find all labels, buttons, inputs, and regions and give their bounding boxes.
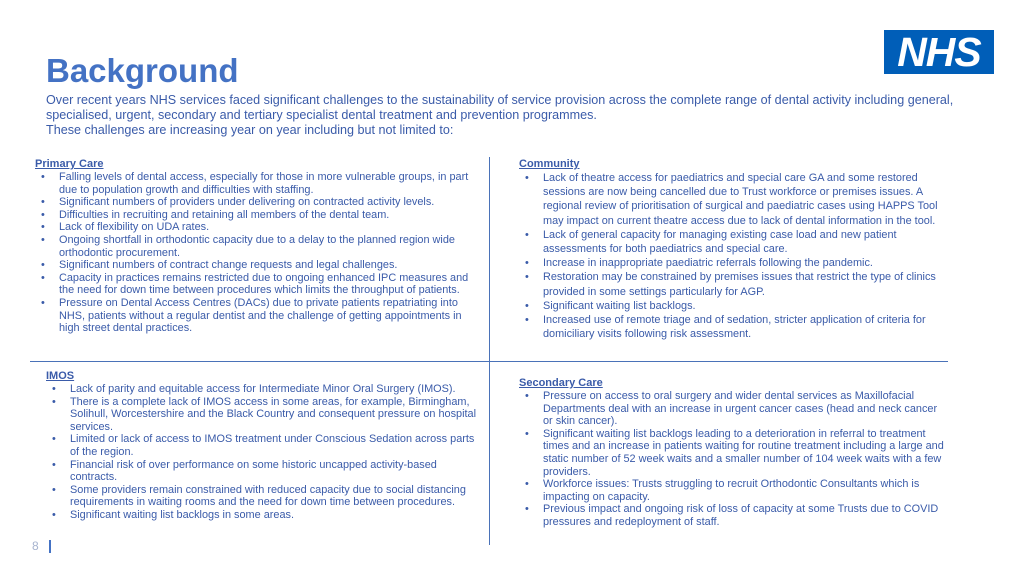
imos-section [46, 370, 476, 522]
list-item: • Significant waiting list backlogs. [533, 299, 949, 313]
horizontal-divider [30, 361, 948, 362]
primary-care-list [35, 171, 485, 335]
secondary-care-section [519, 377, 949, 529]
list-item: • Limited or lack of access to IMOS treatment under Conscious Sedation across parts of the region. [60, 433, 476, 458]
list-item: • Previous impact and ongoing risk of loss of capacity at some Trusts due to COVID pressures and redeployment of staff. [533, 503, 949, 528]
list-item: • Restoration may be constrained by premises issues that restrict the type of clinics provided in some settings particularly for AGP. [533, 270, 949, 298]
secondary-care-list [519, 390, 949, 529]
primary-care-section [35, 158, 485, 335]
list-item: • Significant numbers of contract change requests and legal challenges. [49, 259, 485, 272]
list-item: • Pressure on Dental Access Centres (DACs) due to private patients repatriating into NHS, patients without a regular dentist and the challenge of getting appointments in high street dental practices. [49, 297, 485, 335]
list-item: • Lack of parity and equitable access for Intermediate Minor Oral Surgery (IMOS). [60, 383, 476, 396]
intro-line: specialised, urgent, secondary and tertiary specialist dental treatment and prevention programmes. [46, 108, 597, 122]
page-title: Background [46, 52, 239, 89]
community-heading: Community [519, 158, 580, 170]
intro-text [46, 93, 986, 138]
primary-care-heading: Primary Care [35, 158, 104, 170]
list-item: • Workforce issues: Trusts struggling to recruit Orthodontic Consultants which is impacting on capacity. [533, 478, 949, 503]
list-item: • Falling levels of dental access, especially for those in more vulnerable groups, in part due to population growth and difficulties with staffing. [49, 171, 485, 196]
community-list [519, 171, 949, 341]
list-item: • Lack of flexibility on UDA rates. [49, 221, 485, 234]
list-item: • Capacity in practices remains restricted due to ongoing enhanced IPC measures and the need for down time between procedures which limits the throughput of patients. [49, 272, 485, 297]
list-item: • Difficulties in recruiting and retaining all members of the dental team. [49, 209, 485, 222]
imos-heading: IMOS [46, 370, 75, 382]
list-item: • Pressure on access to oral surgery and wider dental services as Maxillofacial Departments deal with an increase in urgent cancer cases (head and neck cancer or skin cancer). [533, 390, 949, 428]
nhs-logo: NHS [884, 30, 994, 74]
list-item: • Significant waiting list backlogs leading to a deterioration in referral to treatment times and an increase in patients waiting for routine treatment including a large and static number of 52 week waits and a smaller number of 104 week waits with a few providers. [533, 428, 949, 478]
list-item: • Ongoing shortfall in orthodontic capacity due to a delay to the planned region wide orthodontic procurement. [49, 234, 485, 259]
list-item: • Significant waiting list backlogs in some areas. [60, 509, 476, 522]
vertical-divider [489, 157, 490, 545]
intro-line: These challenges are increasing year on year including but not limited to: [46, 123, 454, 137]
page-number: 8 [32, 539, 39, 553]
list-item: • Increase in inappropriate paediatric referrals following the pandemic. [533, 256, 949, 270]
secondary-care-heading: Secondary Care [519, 377, 603, 389]
list-item: • Lack of general capacity for managing existing case load and new patient assessments for both paediatrics and special care. [533, 228, 949, 256]
page-marker [49, 540, 51, 553]
list-item: • Significant numbers of providers under delivering on contracted activity levels. [49, 196, 485, 209]
community-section [519, 158, 949, 341]
imos-list [46, 383, 476, 522]
list-item: • There is a complete lack of IMOS access in some areas, for example, Birmingham, Solihull, Worcestershire and the Black Country and consequent pressure on hospital services. [60, 396, 476, 434]
list-item: • Lack of theatre access for paediatrics and special care GA and some restored sessions are now being cancelled due to Trust workforce or premises issues. A regional review of prioritisation of surgical and paediatric cases using HAPPS Tool may impact on current theatre access due to lack of dental information in the tool. [533, 171, 949, 228]
list-item: • Financial risk of over performance on some historic uncapped activity-based contracts. [60, 459, 476, 484]
intro-line: Over recent years NHS services faced significant challenges to the sustainability of service provision across the complete range of dental activity including general, [46, 93, 954, 107]
list-item: • Some providers remain constrained with reduced capacity due to social distancing requirements in waiting rooms and the need for down time between procedures. [60, 484, 476, 509]
list-item: • Increased use of remote triage and of sedation, stricter application of criteria for domiciliary visits following risk assessment. [533, 313, 949, 341]
